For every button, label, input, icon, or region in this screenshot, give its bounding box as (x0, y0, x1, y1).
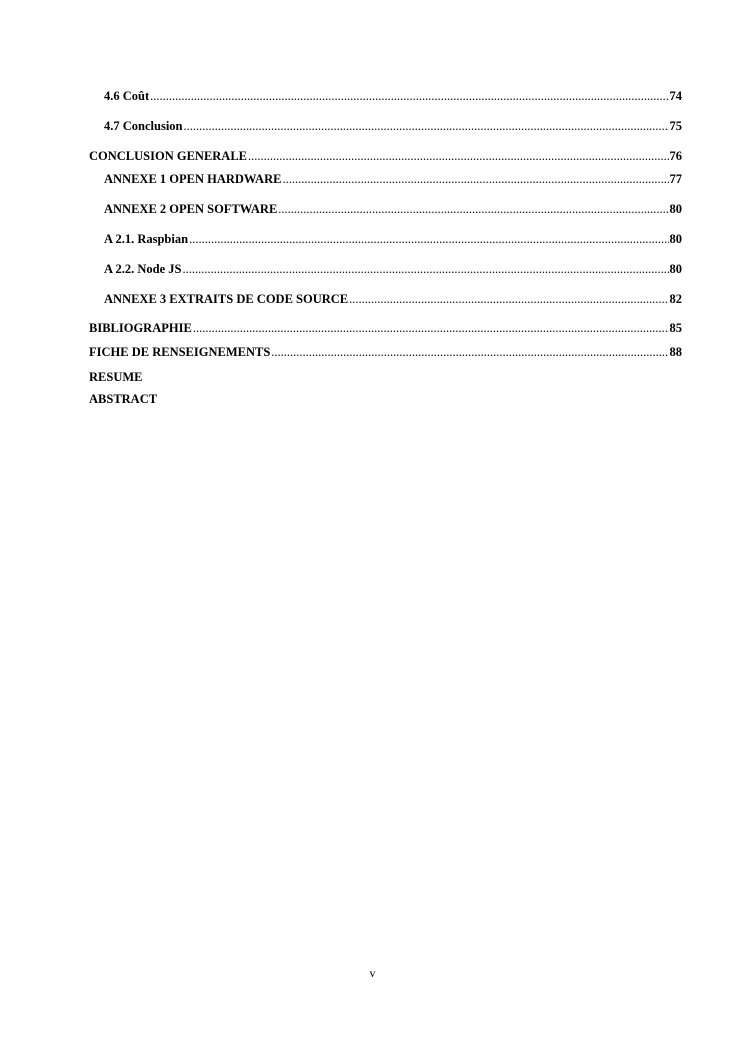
toc-entry-conclusion-generale[interactable] (89, 149, 682, 164)
toc-leader-dots (150, 89, 668, 104)
toc-entry-resume[interactable] (89, 370, 682, 385)
toc-leader-dots (278, 202, 668, 217)
toc-entry-label: 4.6 Coût (104, 89, 150, 103)
toc-entry-page: 88 (669, 345, 682, 359)
toc-entry-page: 77 (669, 172, 682, 186)
toc-leader-dots (282, 172, 668, 187)
toc-leader-dots (349, 292, 668, 307)
toc-entry-raspbian[interactable] (104, 232, 682, 247)
toc-entry-page: 85 (669, 321, 682, 335)
toc-entry-page: 76 (669, 149, 682, 163)
toc-leader-dots (193, 321, 669, 336)
toc-entry-label: ANNEXE 1 OPEN HARDWARE (104, 172, 282, 186)
toc-entry-label: 4.7 Conclusion (104, 119, 183, 133)
toc-entry-bibliographie[interactable] (89, 321, 682, 336)
toc-entry-page: 80 (669, 262, 682, 276)
toc-entry-annexe-1[interactable] (104, 172, 682, 187)
page-number: v (369, 966, 376, 980)
toc-leader-dots (189, 232, 668, 247)
toc-entry-annexe-2[interactable] (104, 202, 682, 217)
toc-entry-label: ANNEXE 2 OPEN SOFTWARE (104, 202, 278, 216)
toc-entry-annexe-3[interactable] (104, 292, 682, 307)
toc-entry-label: BIBLIOGRAPHIE (89, 321, 192, 335)
toc-leader-dots (271, 345, 668, 360)
toc-leader-dots (182, 262, 668, 277)
toc-entry-label: A 2.1. Raspbian (104, 232, 189, 246)
toc-entry-label: ANNEXE 3 EXTRAITS DE CODE SOURCE (104, 292, 349, 306)
toc-entry-abstract[interactable] (89, 392, 682, 407)
toc-entry-label: CONCLUSION GENERALE (89, 149, 248, 163)
toc-entry-label: FICHE DE RENSEIGNEMENTS (89, 345, 271, 359)
toc-entry-label: ABSTRACT (89, 392, 158, 406)
toc-entry-label: RESUME (89, 370, 143, 384)
toc-entry-cout[interactable] (104, 89, 682, 104)
toc-entry-page: 75 (669, 119, 682, 133)
toc-entry-page: 80 (669, 232, 682, 246)
toc-entry-label: A 2.2. Node JS (104, 262, 182, 276)
toc-entry-page: 80 (669, 202, 682, 216)
toc-leader-dots (248, 149, 668, 164)
toc-entry-node-js[interactable] (104, 262, 682, 277)
toc-entry-fiche-de-renseignements[interactable] (89, 345, 682, 360)
toc-leader-dots (184, 119, 669, 134)
toc-entry-page: 82 (669, 292, 682, 306)
toc-entry-page: 74 (669, 89, 682, 103)
toc-entry-conclusion[interactable] (104, 119, 682, 134)
